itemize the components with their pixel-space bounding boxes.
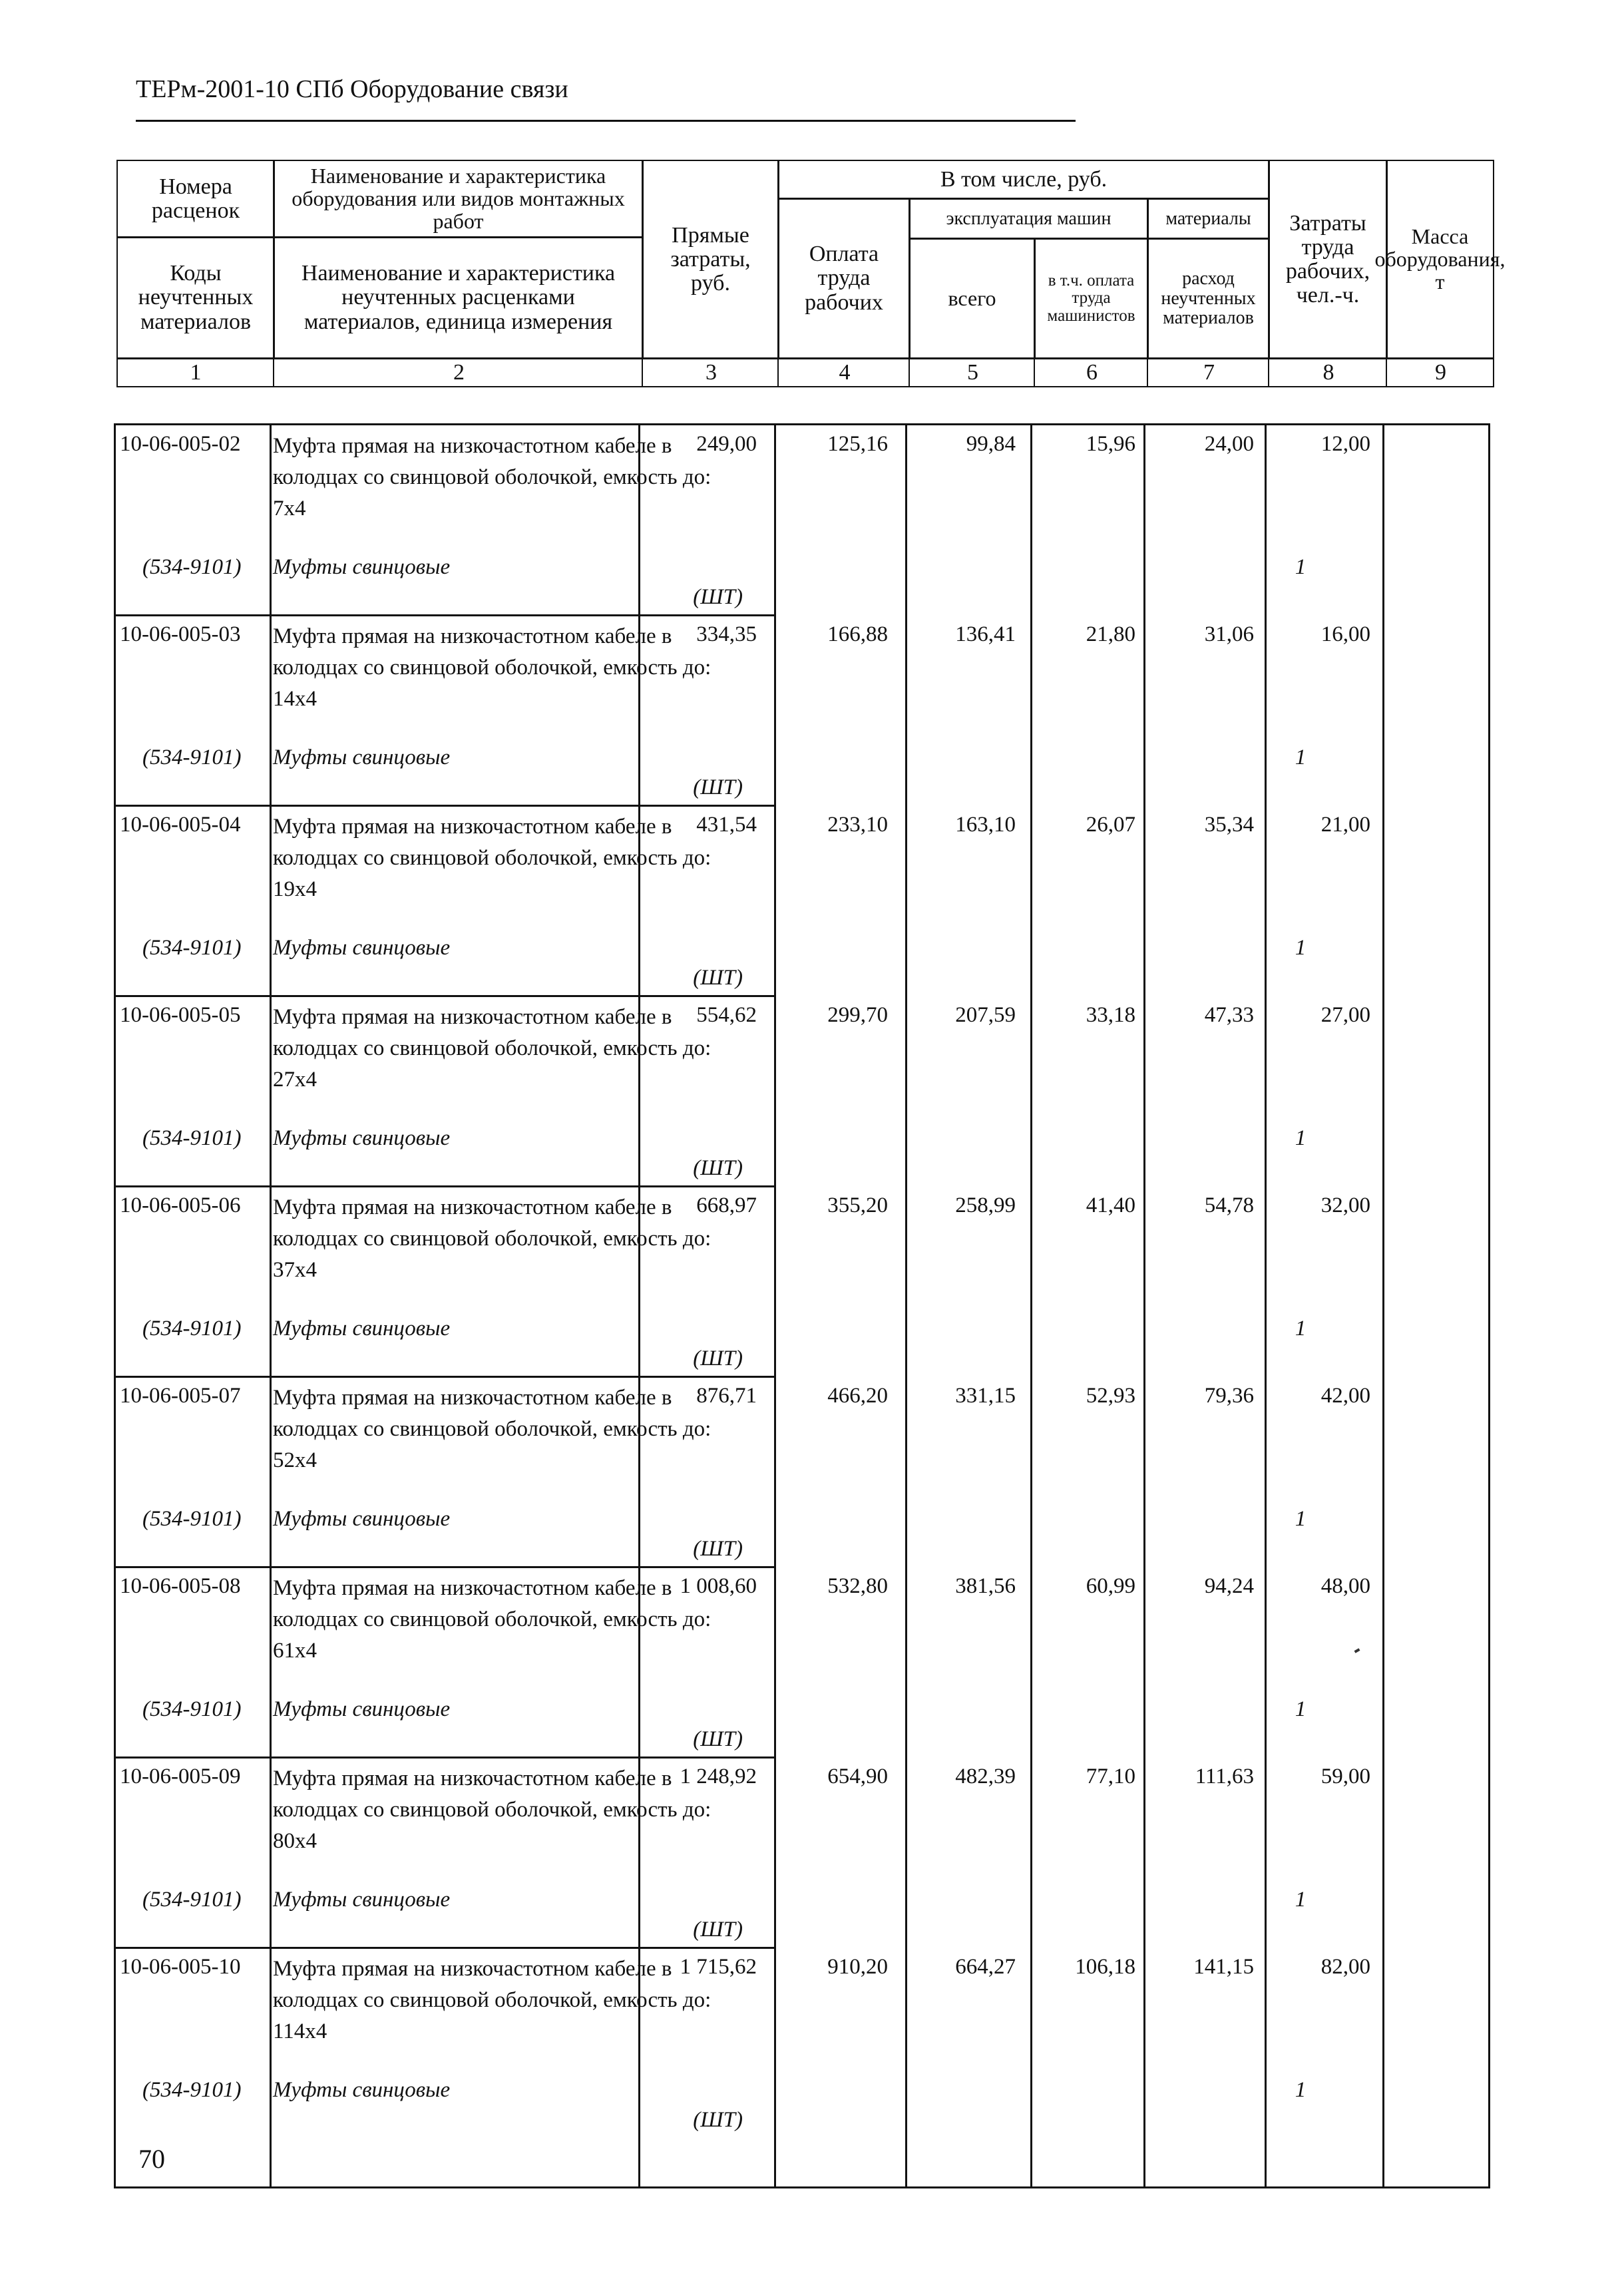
row-divider [116, 995, 774, 997]
rate-description: Муфта прямая на низкочастотном кабеле в колодцах со свинцовой оболочкой, емкость до: 80х4 [273, 1766, 711, 1853]
value-hours: 21,00 [1320, 813, 1370, 837]
material-unit: (ШТ) [693, 1346, 743, 1370]
value-machines: 136,41 [955, 622, 1016, 646]
value-direct: 554,62 [696, 1003, 757, 1027]
value-direct: 431,54 [696, 813, 757, 837]
row-divider [116, 805, 774, 807]
value-materials: 35,34 [1204, 813, 1254, 837]
rate-code: 10-06-005-07 [120, 1384, 241, 1408]
value-machines: 258,99 [955, 1193, 1016, 1217]
col6-header: в т.ч. оплата труда машинистов [1034, 238, 1149, 359]
value-labor: 532,80 [827, 1574, 888, 1598]
value-operators: 21,80 [1086, 622, 1135, 646]
material-quantity: 1 [1295, 1126, 1307, 1150]
value-machines: 99,84 [966, 432, 1016, 456]
value-hours: 32,00 [1320, 1193, 1370, 1217]
material-code: (534-9101) [142, 1317, 242, 1341]
material-name: Муфты свинцовые [273, 2078, 451, 2102]
value-direct: 1 248,92 [680, 1764, 757, 1788]
column-divider [270, 425, 272, 2186]
material-quantity: 1 [1295, 2078, 1307, 2102]
value-hours: 59,00 [1320, 1764, 1370, 1788]
value-hours: 42,00 [1320, 1384, 1370, 1408]
value-materials: 47,33 [1204, 1003, 1254, 1027]
col2-bottom-header: Наименование и характеристика неучтенных расценками материалов, единица измерения [273, 236, 644, 359]
value-machines: 664,27 [955, 1955, 1016, 1979]
material-code: (534-9101) [142, 555, 242, 579]
row-divider [116, 1566, 774, 1568]
material-code: (534-9101) [142, 1507, 242, 1531]
row-divider [116, 614, 774, 616]
material-code: (534-9101) [142, 2078, 242, 2102]
col-number: 6 [1034, 357, 1149, 387]
value-hours: 27,00 [1320, 1003, 1370, 1027]
value-direct: 1 008,60 [680, 1574, 757, 1598]
column-header-table [116, 160, 1506, 387]
value-hours: 48,00 [1320, 1574, 1370, 1598]
value-operators: 106,18 [1075, 1955, 1135, 1979]
material-unit: (ШТ) [693, 1918, 743, 1942]
value-labor: 355,20 [827, 1193, 888, 1217]
value-machines: 331,15 [955, 1384, 1016, 1408]
running-header: ТЕРм-2001-10 СПб Оборудование связи [136, 75, 568, 103]
machines-header: эксплуатация машин [909, 198, 1149, 240]
material-name: Муфты свинцовые [273, 1697, 451, 1721]
value-labor: 299,70 [827, 1003, 888, 1027]
material-name: Муфты свинцовые [273, 745, 451, 769]
column-divider [1030, 425, 1032, 2186]
value-labor: 910,20 [827, 1955, 888, 1979]
row-divider [116, 1185, 774, 1187]
value-operators: 26,07 [1086, 813, 1135, 837]
col-number: 8 [1268, 357, 1388, 387]
value-labor: 466,20 [827, 1384, 888, 1408]
value-materials: 141,15 [1193, 1955, 1254, 1979]
rate-description: Муфта прямая на низкочастотном кабеле в колодцах со свинцовой оболочкой, емкость до: 52х4 [273, 1386, 711, 1472]
material-unit: (ШТ) [693, 1537, 743, 1561]
col-number: 2 [273, 357, 644, 387]
col1-top-header: Номера расценок [116, 160, 275, 238]
rates-table [114, 423, 1490, 2188]
col2-top-header: Наименование и характеристика оборудования или видов монтажных работ [273, 160, 644, 238]
material-name: Муфты свинцовые [273, 1317, 451, 1341]
value-operators: 77,10 [1086, 1764, 1135, 1788]
value-hours: 16,00 [1320, 622, 1370, 646]
rate-description: Муфта прямая на низкочастотном кабеле в колодцах со свинцовой оболочкой, емкость до: 19х4 [273, 815, 711, 901]
col-number: 4 [777, 357, 911, 387]
rate-description: Муфта прямая на низкочастотном кабеле в колодцах со свинцовой оболочкой, емкость до: 14х4 [273, 624, 711, 711]
col7-header: расход неучтенных материалов [1147, 238, 1270, 359]
row-divider [116, 1947, 774, 1949]
material-quantity: 1 [1295, 555, 1307, 579]
column-divider [1265, 425, 1267, 2186]
value-materials: 31,06 [1204, 622, 1254, 646]
value-machines: 163,10 [955, 813, 1016, 837]
value-machines: 381,56 [955, 1574, 1016, 1598]
material-code: (534-9101) [142, 1126, 242, 1150]
material-unit: (ШТ) [693, 1727, 743, 1751]
rate-code: 10-06-005-09 [120, 1764, 241, 1788]
page-number: 70 [138, 2144, 165, 2174]
row-divider [116, 1756, 774, 1758]
value-direct: 668,97 [696, 1193, 757, 1217]
material-code: (534-9101) [142, 745, 242, 769]
rate-description: Муфта прямая на низкочастотном кабеле в колодцах со свинцовой оболочкой, емкость до: 7х4 [273, 434, 711, 520]
value-operators: 41,40 [1086, 1193, 1135, 1217]
value-materials: 79,36 [1204, 1384, 1254, 1408]
col-number: 1 [190, 359, 202, 385]
value-direct: 249,00 [696, 432, 757, 456]
material-quantity: 1 [1295, 745, 1307, 769]
material-quantity: 1 [1295, 1697, 1307, 1721]
value-operators: 52,93 [1086, 1384, 1135, 1408]
col3-header: Прямые затраты, руб. [642, 160, 779, 359]
rate-code: 10-06-005-04 [120, 813, 241, 837]
value-materials: 54,78 [1204, 1193, 1254, 1217]
value-labor: 125,16 [827, 432, 888, 456]
col-number: 7 [1147, 357, 1270, 387]
value-direct: 1 715,62 [680, 1955, 757, 1979]
value-materials: 24,00 [1204, 432, 1254, 456]
material-quantity: 1 [1295, 1317, 1307, 1341]
header-rule [136, 120, 1076, 122]
value-direct: 334,35 [696, 622, 757, 646]
column-divider [1143, 425, 1145, 2186]
material-code: (534-9101) [142, 1697, 242, 1721]
col8-header: Затраты труда рабочих, чел.-ч. [1268, 160, 1388, 359]
value-hours: 12,00 [1320, 432, 1370, 456]
material-unit: (ШТ) [693, 966, 743, 990]
material-code: (534-9101) [142, 1888, 242, 1912]
column-divider [905, 425, 907, 2186]
col-number: 5 [909, 357, 1036, 387]
value-direct: 876,71 [696, 1384, 757, 1408]
material-name: Муфты свинцовые [273, 936, 451, 960]
value-materials: 94,24 [1204, 1574, 1254, 1598]
value-hours: 82,00 [1320, 1955, 1370, 1979]
value-labor: 233,10 [827, 813, 888, 837]
group-header: В том числе, руб. [777, 160, 1270, 200]
materials-header: материалы [1147, 198, 1270, 240]
rate-code: 10-06-005-05 [120, 1003, 241, 1027]
col4-header: Оплата труда рабочих [777, 198, 911, 359]
value-operators: 33,18 [1086, 1003, 1135, 1027]
material-name: Муфты свинцовые [273, 1507, 451, 1531]
column-divider [1382, 425, 1384, 2186]
value-labor: 166,88 [827, 622, 888, 646]
col1-bottom-header: Коды неучтенных материалов [116, 236, 275, 359]
material-unit: (ШТ) [693, 775, 743, 799]
rate-code: 10-06-005-08 [120, 1574, 241, 1598]
col9-header: Масса оборудования, т [1386, 160, 1494, 359]
material-name: Муфты свинцовые [273, 555, 451, 579]
column-divider [774, 425, 776, 2186]
rate-code: 10-06-005-02 [120, 432, 241, 456]
material-name: Муфты свинцовые [273, 1888, 451, 1912]
value-operators: 60,99 [1086, 1574, 1135, 1598]
material-code: (534-9101) [142, 936, 242, 960]
value-machines: 482,39 [955, 1764, 1016, 1788]
material-quantity: 1 [1295, 1507, 1307, 1531]
rate-description: Муфта прямая на низкочастотном кабеле в колодцах со свинцовой оболочкой, емкость до: 37х4 [273, 1195, 711, 1282]
rate-code: 10-06-005-06 [120, 1193, 241, 1217]
rate-description: Муфта прямая на низкочастотном кабеле в колодцах со свинцовой оболочкой, емкость до: 114х4 [273, 1957, 711, 2043]
material-unit: (ШТ) [693, 1156, 743, 1180]
rate-description: Муфта прямая на низкочастотном кабеле в колодцах со свинцовой оболочкой, емкость до: 27х4 [273, 1005, 711, 1092]
material-quantity: 1 [1295, 936, 1307, 960]
rate-code: 10-06-005-03 [120, 622, 241, 646]
value-operators: 15,96 [1086, 432, 1135, 456]
material-unit: (ШТ) [693, 2108, 743, 2132]
rate-code: 10-06-005-10 [120, 1955, 241, 1979]
col-number: 3 [642, 357, 779, 387]
material-unit: (ШТ) [693, 585, 743, 609]
material-name: Муфты свинцовые [273, 1126, 451, 1150]
value-materials: 111,63 [1195, 1764, 1254, 1788]
rate-description: Муфта прямая на низкочастотном кабеле в колодцах со свинцовой оболочкой, емкость до: 61х4 [273, 1576, 711, 1663]
row-divider [116, 1376, 774, 1378]
col5-header: всего [909, 238, 1036, 359]
value-labor: 654,90 [827, 1764, 888, 1788]
col-number: 9 [1386, 357, 1494, 387]
material-quantity: 1 [1295, 1888, 1307, 1912]
value-machines: 207,59 [955, 1003, 1016, 1027]
